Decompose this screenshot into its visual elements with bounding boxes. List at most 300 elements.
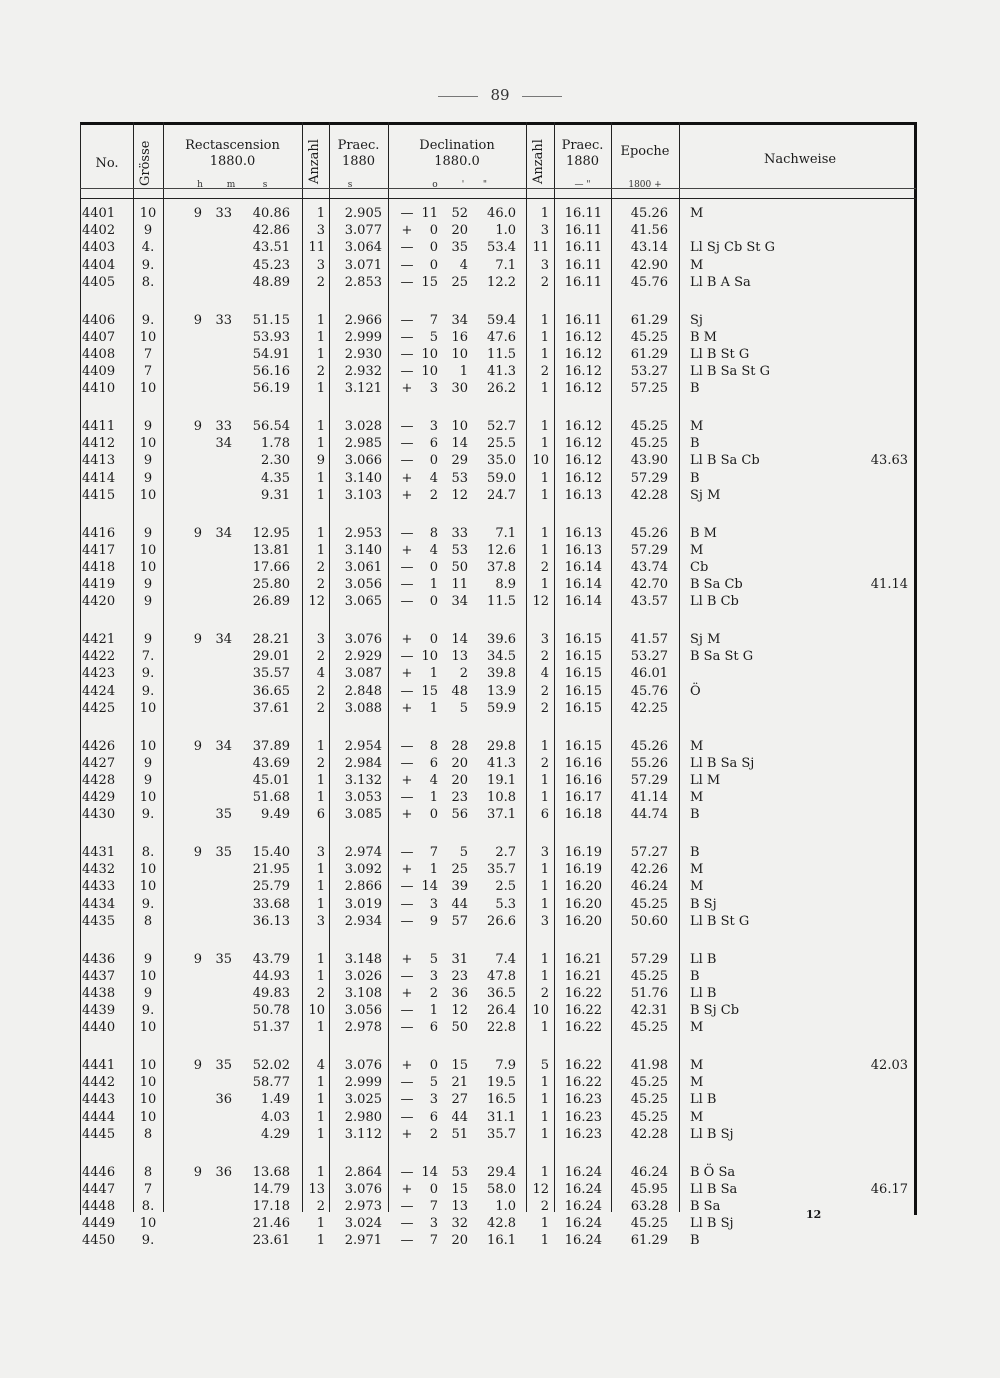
- header-epoche-unit: 1800 +: [628, 180, 662, 190]
- cell-no: 4448: [82, 1198, 116, 1214]
- cell-ep: 45.26: [630, 525, 668, 541]
- cell-ep: 55.26: [630, 755, 668, 771]
- cell-nw: Ll B Sj: [690, 1126, 734, 1142]
- cell-p2: 16.23: [564, 1109, 602, 1125]
- cell-ds: 59.4: [487, 312, 516, 328]
- table-row: [0, 312, 1000, 330]
- cell-sign: —: [400, 274, 414, 290]
- cell-p2: 16.18: [564, 807, 602, 823]
- table-row: [0, 1215, 1000, 1233]
- cell-a1: 2: [316, 274, 325, 290]
- cell-sign: —: [400, 649, 414, 665]
- cell-a2: 3: [540, 913, 549, 929]
- cell-no: 4428: [82, 772, 116, 788]
- cell-dd: 0: [429, 257, 438, 273]
- cell-dd: 0: [429, 453, 438, 469]
- cell-dd: 0: [429, 223, 438, 239]
- cell-dm: 50: [451, 559, 468, 575]
- cell-gr: 8: [143, 1126, 153, 1142]
- cell-dm: 12: [451, 487, 468, 503]
- cell-ex: 43.63: [870, 453, 908, 469]
- cell-a2: 6: [540, 807, 549, 823]
- cell-gr: 9: [143, 755, 153, 771]
- cell-ep: 61.29: [630, 346, 668, 362]
- cell-ds: 8.9: [495, 577, 516, 593]
- cell-ep: 45.25: [630, 419, 668, 434]
- cell-ep: 42.26: [630, 862, 668, 878]
- cell-gr: 9: [143, 577, 153, 593]
- header-decl-sec: ": [482, 180, 488, 190]
- cell-ds: 16.1: [487, 1233, 516, 1249]
- cell-p1: 2.934: [344, 913, 382, 929]
- cell-dd: 8: [429, 525, 438, 541]
- cell-gr: 10: [139, 436, 157, 452]
- cell-a2: 1: [540, 312, 549, 328]
- cell-gr: 7: [143, 1181, 153, 1197]
- cell-dd: 4: [429, 772, 438, 788]
- table-row: [0, 665, 1000, 683]
- cell-ds: 59.9: [487, 700, 516, 716]
- cell-ds: 46.0: [487, 206, 516, 221]
- cell-p1: 3.065: [344, 594, 382, 610]
- cell-dd: 11: [421, 206, 438, 221]
- cell-no: 4443: [82, 1092, 116, 1108]
- header-praec-1-year: 1880: [341, 154, 376, 169]
- cell-gr: 9.: [141, 666, 155, 682]
- cell-dm: 16: [451, 329, 468, 345]
- cell-ds: 26.4: [487, 1003, 516, 1019]
- cell-ds: 25.5: [487, 436, 516, 452]
- cell-dd: 5: [429, 951, 438, 967]
- cell-dd: 0: [429, 594, 438, 610]
- cell-h: 9: [193, 206, 202, 221]
- cell-a2: 1: [540, 1126, 549, 1142]
- header-praec-2-unit: — ": [574, 180, 591, 190]
- cell-p1: 2.966: [344, 312, 382, 328]
- cell-no: 4430: [82, 807, 116, 823]
- cell-dm: 5: [459, 845, 468, 860]
- cell-no: 4438: [82, 985, 116, 1001]
- cell-p2: 16.12: [564, 419, 602, 434]
- cell-gr: 10: [139, 700, 157, 716]
- header-praec-1-unit: s: [347, 180, 353, 190]
- cell-gr: 9: [143, 525, 153, 541]
- cell-m: 35: [215, 807, 232, 823]
- cell-no: 4446: [82, 1164, 116, 1180]
- cell-no: 4405: [82, 274, 116, 290]
- cell-no: 4415: [82, 487, 116, 503]
- cell-no: 4422: [82, 649, 116, 665]
- table-row: [0, 1074, 1000, 1092]
- cell-ds: 12.2: [487, 274, 516, 290]
- cell-sign: —: [400, 206, 414, 221]
- cell-p1: 2.971: [344, 1233, 382, 1249]
- cell-nw: Ll B: [690, 951, 717, 967]
- cell-sign: —: [400, 790, 414, 806]
- cell-a2: 2: [540, 559, 549, 575]
- cell-ep: 45.25: [630, 896, 668, 912]
- cell-ds: 19.5: [487, 1075, 516, 1091]
- cell-dd: 1: [429, 666, 438, 682]
- cell-a2: 2: [540, 649, 549, 665]
- cell-ep: 42.25: [630, 700, 668, 716]
- cell-dm: 23: [451, 790, 468, 806]
- cell-a1: 3: [316, 632, 325, 647]
- cell-nw: Cb: [690, 559, 709, 575]
- cell-m: 35: [215, 1058, 232, 1073]
- cell-ds: 53.4: [487, 240, 516, 256]
- cell-p1: 2.930: [344, 346, 382, 362]
- cell-sign: —: [400, 896, 414, 912]
- cell-h: 9: [193, 1058, 202, 1073]
- cell-p1: 2.974: [344, 845, 382, 860]
- cell-no: 4403: [82, 240, 116, 256]
- cell-no: 4442: [82, 1075, 116, 1091]
- cell-ep: 45.25: [630, 1075, 668, 1091]
- table-row: [0, 738, 1000, 756]
- cell-a2: 1: [540, 1092, 549, 1108]
- cell-ds: 37.1: [487, 807, 516, 823]
- cell-ds: 7.1: [495, 257, 516, 273]
- cell-gr: 8: [143, 913, 153, 929]
- cell-nw: Ll M: [690, 772, 721, 788]
- header-ra-h: h: [197, 180, 203, 190]
- cell-ds: 35.7: [487, 862, 516, 878]
- cell-no: 4439: [82, 1003, 116, 1019]
- cell-a1: 1: [316, 1164, 325, 1180]
- cell-no: 4423: [82, 666, 116, 682]
- cell-p2: 16.22: [564, 1058, 602, 1073]
- cell-m: 34: [215, 436, 232, 452]
- cell-p1: 2.999: [344, 329, 382, 345]
- cell-s: 45.01: [252, 772, 290, 788]
- cell-p1: 3.108: [344, 985, 382, 1001]
- cell-dd: 1: [429, 862, 438, 878]
- header-decl: Declination: [419, 138, 495, 153]
- cell-p2: 16.15: [564, 666, 602, 682]
- cell-gr: 9: [143, 951, 153, 967]
- cell-s: 51.15: [252, 312, 290, 328]
- cell-s: 14.79: [252, 1181, 290, 1197]
- cell-s: 37.89: [252, 738, 290, 754]
- cell-sign: —: [400, 1164, 414, 1180]
- cell-ep: 51.76: [630, 985, 668, 1001]
- table-row: [0, 257, 1000, 275]
- cell-gr: 9: [143, 632, 153, 647]
- cell-p1: 2.954: [344, 738, 382, 754]
- cell-ds: 11.5: [487, 346, 516, 362]
- cell-p1: 3.066: [344, 453, 382, 469]
- cell-dd: 15: [421, 683, 438, 699]
- cell-dm: 15: [451, 1181, 468, 1197]
- cell-dd: 6: [429, 436, 438, 452]
- cell-p2: 16.16: [564, 772, 602, 788]
- cell-dm: 14: [451, 632, 468, 647]
- cell-nw: M: [690, 1075, 704, 1091]
- header-praec-1: Praec.: [337, 138, 380, 153]
- cell-ds: 41.3: [487, 364, 516, 380]
- table-row: [0, 648, 1000, 666]
- cell-gr: 10: [139, 879, 157, 895]
- cell-dm: 27: [451, 1092, 468, 1108]
- header-praec-2-year: 1880: [565, 154, 600, 169]
- cell-s: 15.40: [252, 845, 290, 860]
- cell-a2: 1: [540, 542, 549, 558]
- cell-dd: 1: [429, 1003, 438, 1019]
- cell-p1: 3.132: [344, 772, 382, 788]
- cell-s: 23.61: [252, 1233, 290, 1249]
- cell-p1: 3.028: [344, 419, 382, 434]
- cell-m: 35: [215, 951, 232, 967]
- cell-ex: 46.17: [870, 1181, 908, 1197]
- table-row: [0, 806, 1000, 824]
- cell-a1: 2: [316, 559, 325, 575]
- cell-a2: 2: [540, 985, 549, 1001]
- cell-sign: —: [400, 1092, 414, 1108]
- cell-a1: 1: [316, 1216, 325, 1232]
- cell-a1: 2: [316, 1198, 325, 1214]
- cell-dm: 35: [451, 240, 468, 256]
- cell-s: 1.49: [261, 1092, 290, 1108]
- cell-h: 9: [193, 951, 202, 967]
- cell-ep: 63.28: [630, 1198, 668, 1214]
- cell-p1: 3.025: [344, 1092, 382, 1108]
- cell-s: 29.01: [252, 649, 290, 665]
- table-row: [0, 274, 1000, 292]
- cell-no: 4416: [82, 525, 116, 541]
- cell-sign: —: [400, 1198, 414, 1214]
- cell-dm: 44: [451, 896, 468, 912]
- table-row: [0, 1002, 1000, 1020]
- cell-gr: 8.: [141, 274, 155, 290]
- cell-h: 9: [193, 419, 202, 434]
- cell-a1: 13: [308, 1181, 325, 1197]
- cell-s: 56.54: [252, 419, 290, 434]
- cell-nw: Ll B Sa: [690, 1181, 738, 1197]
- cell-a2: 1: [540, 1020, 549, 1036]
- cell-sign: —: [400, 845, 414, 860]
- table-row: [0, 542, 1000, 560]
- table-row: [0, 576, 1000, 594]
- cell-a1: 2: [316, 700, 325, 716]
- cell-s: 50.78: [252, 1003, 290, 1019]
- cell-nw: B: [690, 381, 700, 397]
- cell-gr: 7.: [141, 649, 155, 665]
- cell-a2: 12: [532, 594, 549, 610]
- cell-dm: 5: [459, 700, 468, 716]
- cell-p1: 3.140: [344, 470, 382, 486]
- cell-p1: 3.087: [344, 666, 382, 682]
- cell-a2: 11: [532, 240, 549, 256]
- cell-a1: 1: [316, 879, 325, 895]
- cell-a2: 1: [540, 968, 549, 984]
- cell-sign: +: [401, 772, 413, 788]
- cell-sign: +: [401, 1058, 413, 1073]
- cell-a2: 1: [540, 772, 549, 788]
- cell-dd: 5: [429, 329, 438, 345]
- table-row: [0, 487, 1000, 505]
- cell-nw: M: [690, 862, 704, 878]
- cell-ep: 45.25: [630, 436, 668, 452]
- cell-no: 4445: [82, 1126, 116, 1142]
- cell-p2: 16.11: [564, 257, 602, 273]
- cell-sign: +: [401, 542, 413, 558]
- header-praec-2: Praec.: [561, 138, 604, 153]
- cell-ep: 61.29: [630, 312, 668, 328]
- cell-ep: 53.27: [630, 649, 668, 665]
- cell-ep: 43.57: [630, 594, 668, 610]
- cell-no: 4431: [82, 845, 116, 860]
- cell-p2: 16.16: [564, 755, 602, 771]
- cell-s: 43.51: [252, 240, 290, 256]
- cell-dm: 33: [451, 525, 468, 541]
- cell-nw: M: [690, 790, 704, 806]
- cell-nw: B Sa: [690, 1198, 721, 1214]
- cell-ep: 57.25: [630, 381, 668, 397]
- table-row: [0, 452, 1000, 470]
- cell-dd: 0: [429, 807, 438, 823]
- cell-a2: 10: [532, 453, 549, 469]
- cell-sign: +: [401, 632, 413, 647]
- cell-no: 4441: [82, 1058, 116, 1073]
- cell-nw: Sj M: [690, 632, 721, 647]
- cell-sign: +: [401, 666, 413, 682]
- cell-a2: 1: [540, 577, 549, 593]
- cell-p2: 16.21: [564, 968, 602, 984]
- cell-p1: 2.866: [344, 879, 382, 895]
- cell-p2: 16.12: [564, 470, 602, 486]
- cell-p1: 3.024: [344, 1216, 382, 1232]
- cell-no: 4409: [82, 364, 116, 380]
- cell-a1: 1: [316, 206, 325, 221]
- cell-gr: 9: [143, 985, 153, 1001]
- cell-gr: 9.: [141, 807, 155, 823]
- table-row: [0, 222, 1000, 240]
- cell-a2: 3: [540, 257, 549, 273]
- cell-ep: 50.60: [630, 913, 668, 929]
- header-groesse: Grösse: [138, 140, 153, 186]
- cell-a1: 3: [316, 223, 325, 239]
- cell-nw: Ö: [690, 683, 701, 699]
- cell-dm: 29: [451, 453, 468, 469]
- cell-p2: 16.24: [564, 1164, 602, 1180]
- cell-p1: 2.985: [344, 436, 382, 452]
- cell-ep: 57.27: [630, 845, 668, 860]
- cell-dm: 25: [451, 862, 468, 878]
- cell-dm: 25: [451, 274, 468, 290]
- cell-s: 4.35: [261, 470, 290, 486]
- cell-a1: 1: [316, 1020, 325, 1036]
- cell-s: 45.23: [252, 257, 290, 273]
- cell-p1: 3.092: [344, 862, 382, 878]
- cell-p2: 16.13: [564, 542, 602, 558]
- cell-p2: 16.20: [564, 879, 602, 895]
- cell-a1: 1: [316, 436, 325, 452]
- cell-a2: 10: [532, 1003, 549, 1019]
- cell-nw: M: [690, 1109, 704, 1125]
- header-bottom-line: [80, 198, 916, 199]
- cell-dd: 0: [429, 559, 438, 575]
- cell-s: 25.80: [252, 577, 290, 593]
- table-row: [0, 435, 1000, 453]
- cell-ds: 26.2: [487, 381, 516, 397]
- cell-dm: 20: [451, 755, 468, 771]
- cell-a2: 1: [540, 206, 549, 221]
- cell-ep: 45.25: [630, 1109, 668, 1125]
- table-row: [0, 772, 1000, 790]
- cell-dd: 7: [429, 1198, 438, 1214]
- cell-sign: +: [401, 862, 413, 878]
- cell-p2: 16.13: [564, 525, 602, 541]
- cell-a2: 1: [540, 346, 549, 362]
- cell-p2: 16.21: [564, 951, 602, 967]
- cell-no: 4444: [82, 1109, 116, 1125]
- cell-ds: 36.5: [487, 985, 516, 1001]
- table-row: [0, 1126, 1000, 1144]
- cell-gr: 8.: [141, 1198, 155, 1214]
- cell-nw: B Ö Sa: [690, 1164, 736, 1180]
- cell-p2: 16.23: [564, 1126, 602, 1142]
- cell-gr: 10: [139, 206, 157, 221]
- cell-sign: —: [400, 1233, 414, 1249]
- cell-ds: 7.4: [495, 951, 516, 967]
- cell-no: 4433: [82, 879, 116, 895]
- cell-ds: 1.0: [495, 223, 516, 239]
- cell-ds: 13.9: [487, 683, 516, 699]
- cell-dd: 6: [429, 755, 438, 771]
- cell-dm: 31: [451, 951, 468, 967]
- cell-sign: —: [400, 738, 414, 754]
- header-ra-year: 1880.0: [209, 154, 256, 169]
- cell-ds: 58.0: [487, 1181, 516, 1197]
- table-row: [0, 1198, 1000, 1216]
- cell-s: 13.68: [252, 1164, 290, 1180]
- cell-gr: 10: [139, 1216, 157, 1232]
- cell-ds: 39.8: [487, 666, 516, 682]
- cell-nw: Ll B Sj: [690, 1216, 734, 1232]
- cell-dd: 0: [429, 240, 438, 256]
- cell-a1: 6: [316, 807, 325, 823]
- table-row: [0, 683, 1000, 701]
- cell-s: 42.86: [252, 223, 290, 239]
- cell-dd: 1: [429, 790, 438, 806]
- cell-p1: 3.103: [344, 487, 382, 503]
- cell-p1: 3.076: [344, 632, 382, 647]
- cell-no: 4401: [82, 206, 116, 221]
- cell-p2: 16.11: [564, 274, 602, 290]
- cell-p1: 2.929: [344, 649, 382, 665]
- cell-dm: 44: [451, 1109, 468, 1125]
- cell-gr: 10: [139, 487, 157, 503]
- cell-ep: 41.14: [630, 790, 668, 806]
- cell-p1: 3.053: [344, 790, 382, 806]
- cell-s: 43.79: [252, 951, 290, 967]
- cell-sign: —: [400, 755, 414, 771]
- cell-nw: B M: [690, 525, 717, 541]
- cell-p2: 16.11: [564, 240, 602, 256]
- cell-a2: 1: [540, 487, 549, 503]
- cell-dd: 10: [421, 364, 438, 380]
- cell-dd: 7: [429, 312, 438, 328]
- table-row: [0, 1057, 1000, 1075]
- header-anzahl-1: Anzahl: [307, 139, 322, 184]
- cell-p1: 2.978: [344, 1020, 382, 1036]
- cell-p2: 16.15: [564, 738, 602, 754]
- cell-dm: 32: [451, 1216, 468, 1232]
- cell-s: 13.81: [252, 542, 290, 558]
- cell-no: 4418: [82, 559, 116, 575]
- cell-nw: Ll B: [690, 1092, 717, 1108]
